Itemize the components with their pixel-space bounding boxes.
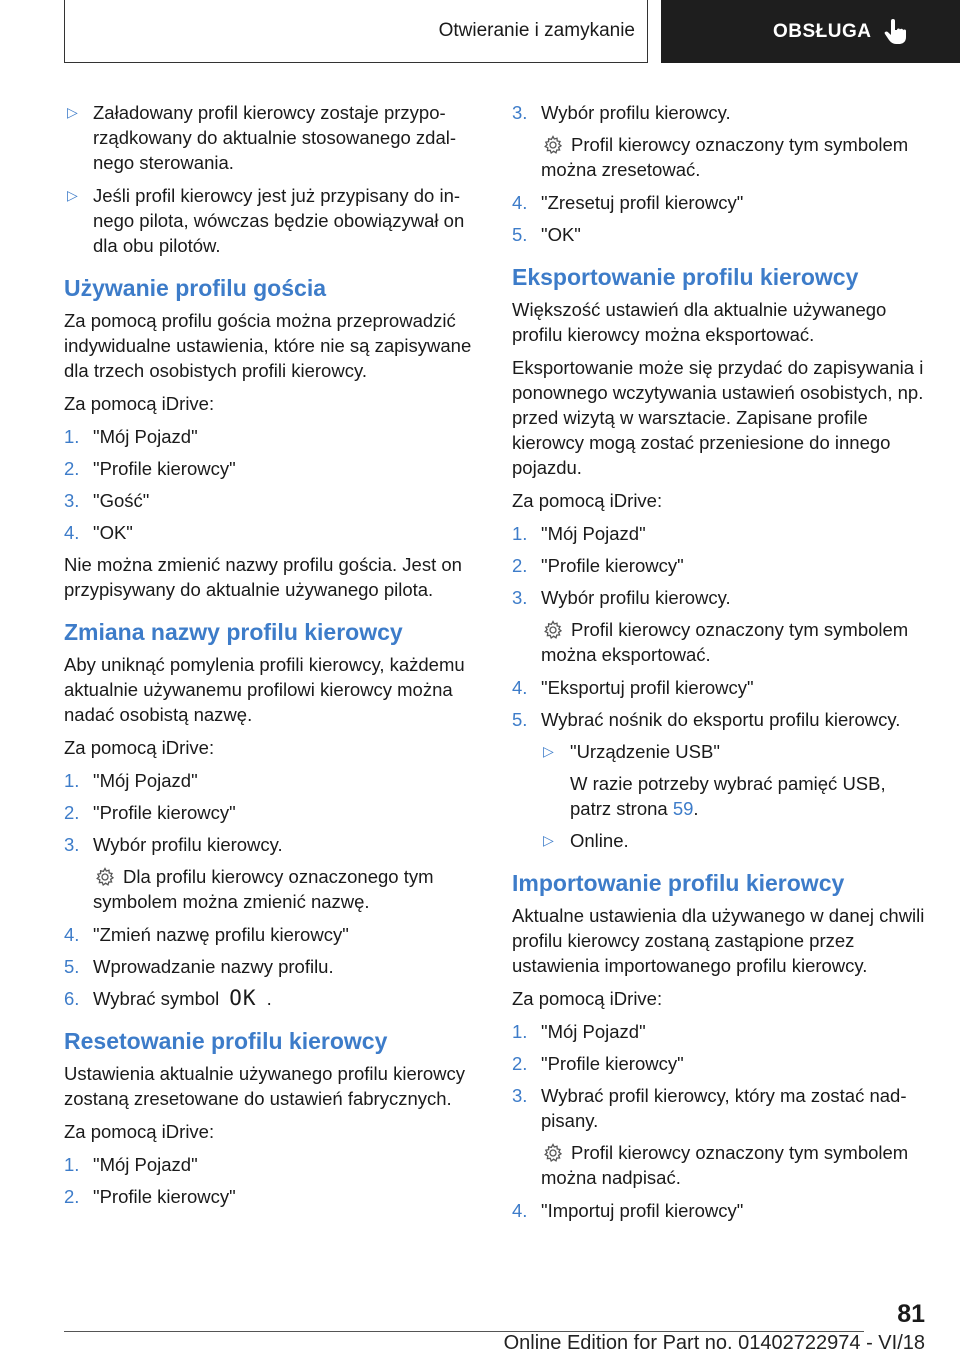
step-note: Profil kierowcy oznaczony tym symbolem można nadpisać. [541,1142,909,1188]
section-tab [64,0,648,63]
step-item: 5. "OK" [512,224,581,245]
paragraph: Eksportowanie może się przydać do zapisywania i ponownego wczytywania ustawień osobistych, np. przed wizytą w warsztacie. Zapisane profile kierowcy mogą zostać przeniesione do innego pojazdu. [512,357,924,478]
step-item: 4. "Zresetuj profil kierowcy" [512,192,744,213]
paragraph: Ustawienia aktualnie używanego profilu kierowcy zostaną zresetowane do ustawień fabrycznych. [64,1063,466,1109]
step-item: 3. Wybór profilu kierowcy. [512,587,731,608]
sub-list-item: ▷ "Urządzenie USB" [543,741,720,762]
step-item: 4. "OK" [64,522,133,543]
step-item: 3. Wybrać profil kierowcy, który ma zostać nad-pisany. [512,1085,907,1131]
ok-symbol: OK [229,986,257,1010]
step-note: Dla profilu kierowcy oznaczonego tym symbolem można zmienić nazwę. [93,866,434,912]
section-title: Otwieranie i zamykanie [438,20,635,41]
step-item: 5. Wybrać nośnik do eksportu profilu kierowcy. [512,709,901,730]
paragraph: Za pomocą iDrive: [64,393,215,414]
bullet-marker: ▷ [543,832,554,848]
left-column [64,100,480,1216]
chapter-tab [661,0,960,63]
heading-guest-profile: Używanie profilu gościa [64,275,326,301]
step-item: 4. "Zmień nazwę profilu kierowcy" [64,924,349,945]
step-item: 3. Wybór profilu kierowcy. [512,102,731,123]
step-item: 3. "Gość" [64,490,150,511]
step-item: 1. "Mój Pojazd" [512,1021,646,1042]
paragraph: Większość ustawień dla aktualnie używanego profilu kierowcy można eksportować. [512,299,887,345]
step-item: 2. "Profile kierowcy" [64,802,236,823]
bullet-marker: ▷ [67,104,78,120]
paragraph: Za pomocą iDrive: [512,490,663,511]
paragraph: Za pomocą iDrive: [64,737,215,758]
step-item: 2. "Profile kierowcy" [64,458,236,479]
step-item: 1. "Mój Pojazd" [64,426,198,447]
step-item: 4. "Importuj profil kierowcy" [512,1200,744,1221]
paragraph: Za pomocą profilu gościa można przeprowadzić indywidualne ustawienia, które nie są zapisywane dla trzech osobistych profili kierowcy. [64,310,472,381]
right-column [512,100,926,1230]
step-item: 6. Wybrać symbol OK . [64,986,272,1010]
step-item: 2. "Profile kierowcy" [512,555,684,576]
step-item: 1. "Mój Pojazd" [64,770,198,791]
step-item: 5. Wprowadzanie nazwy profilu. [64,956,334,977]
step-note: Profil kierowcy oznaczony tym symbolem można eksportować. [541,619,909,665]
sub-note: W razie potrzeby wybrać pamięć USB, patrz strona 59. [570,773,886,819]
chapter-title: OBSŁUGA [773,20,872,42]
paragraph: Aby uniknąć pomylenia profili kierowcy, każdemu aktualnie używanemu profilowi kierowcy można nadać osobistą nazwę. [64,654,465,725]
bullet-marker: ▷ [543,743,554,759]
heading-reset-profile: Resetowanie profilu kierowcy [64,1028,388,1054]
step-item: 4. "Eksportuj profil kierowcy" [512,677,754,698]
paragraph: Aktualne ustawienia dla używanego w danej chwili profilu kierowcy zostaną zastąpione przez ustawienia importowanego profilu kierowcy. [512,905,925,976]
page-header [64,0,960,65]
paragraph: Za pomocą iDrive: [64,1121,215,1142]
gear-icon [543,135,563,155]
step-item: 2. "Profile kierowcy" [512,1053,684,1074]
heading-rename-profile: Zmiana nazwy profilu kierowcy [64,619,403,645]
heading-import-profile: Importowanie profilu kierowcy [512,870,845,896]
footer-text: Online Edition for Part no. 01402722974 - VI/18 [503,1332,925,1354]
step-note: Profil kierowcy oznaczony tym symbolem można zresetować. [541,134,909,180]
page-number: 81 [897,1300,925,1328]
step-item: 1. "Mój Pojazd" [512,523,646,544]
bullet-marker: ▷ [67,187,78,203]
list-item: ▷ Załadowany profil kierowcy zostaje przypo-rządkowany do aktualnie stosowanego zdal-nego sterowania. [67,102,457,173]
heading-export-profile: Eksportowanie profilu kierowcy [512,264,859,290]
step-item: 1. "Mój Pojazd" [64,1154,198,1175]
gear-icon [543,1143,563,1163]
page-link[interactable]: 59 [672,798,694,819]
step-item: 2. "Profile kierowcy" [64,1186,236,1207]
sub-list-item: ▷ Online. [543,830,629,851]
gear-icon [95,867,115,887]
step-item: 3. Wybór profilu kierowcy. [64,834,283,855]
paragraph: Za pomocą iDrive: [512,988,663,1009]
list-item: ▷ Jeśli profil kierowcy jest już przypisany do in-nego pilota, wówczas będzie obowiązywał on dla obu pilotów. [67,185,465,256]
paragraph: Nie można zmienić nazwy profilu gościa. Jest on przypisywany do aktualnie używanego pilota. [64,554,462,600]
gear-icon [543,620,563,640]
hand-pointer-icon [884,19,908,45]
